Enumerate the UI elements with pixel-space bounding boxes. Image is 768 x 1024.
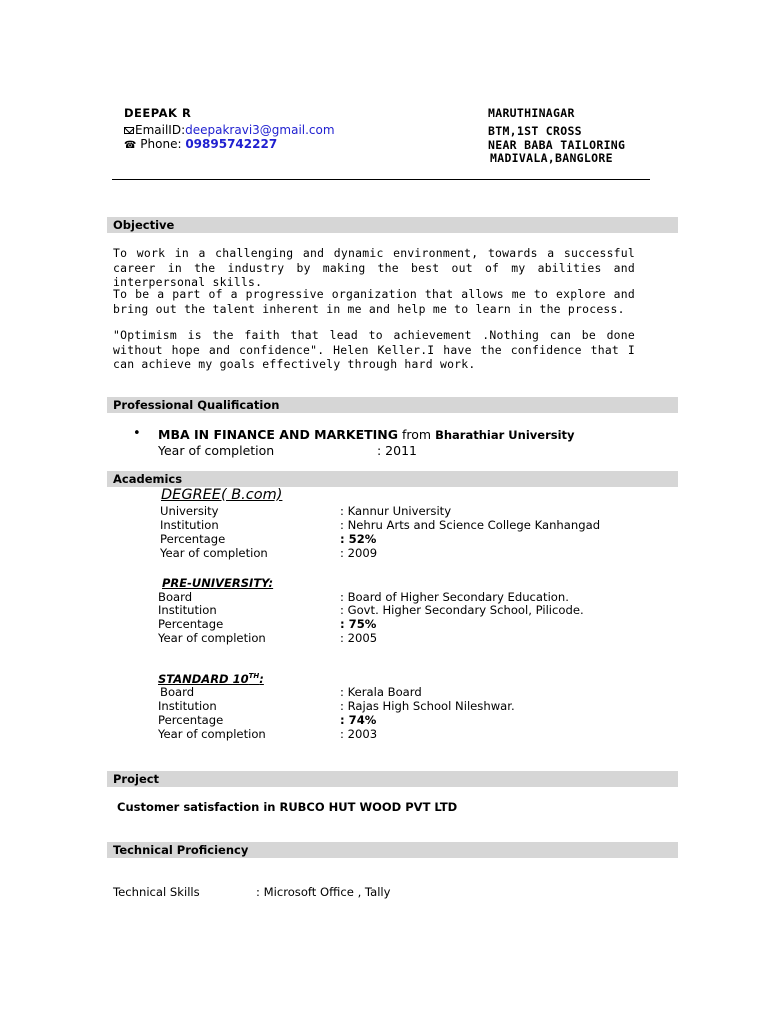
degree-percentage-label: Percentage (160, 532, 226, 546)
phone-icon: ☎ (124, 140, 137, 151)
envelope-icon (124, 127, 134, 134)
standard-10-superscript: TH (248, 672, 260, 681)
degree-year-label: Year of completion (160, 546, 268, 560)
pu-institution-value: : Govt. Higher Secondary School, Pilicode. (340, 603, 584, 617)
address-line-2: BTM,1ST CROSS (488, 124, 582, 138)
std10-percentage-label: Percentage (158, 713, 224, 727)
degree-university-label: University (160, 504, 219, 518)
candidate-name: DEEPAK R (124, 106, 192, 120)
qualification-year-value: : 2011 (377, 443, 417, 458)
objective-paragraph-2: To be a part of a progressive organization that allows me to explore and bring out the talent inherent in me and help me to learn in the process. (113, 287, 635, 316)
pu-board-value: : Board of Higher Secondary Education. (340, 590, 569, 604)
objective-paragraph-1: To work in a challenging and dynamic environment, towards a successful career in the industry by making the best out of my abilities and interpersonal skills. (113, 246, 635, 289)
degree-percentage-value: : 52% (340, 532, 377, 546)
pre-university-heading: PRE-UNIVERSITY: (162, 576, 274, 590)
address-line-3: NEAR BABA TAILORING (488, 138, 626, 152)
pu-year-label: Year of completion (158, 631, 266, 645)
pu-year-value: : 2005 (340, 631, 378, 645)
pu-percentage-value: : 75% (340, 617, 377, 631)
technical-skills-value: : Microsoft Office , Tally (256, 885, 391, 899)
std10-percentage-value: : 74% (340, 713, 377, 727)
project-title: Customer satisfaction in RUBCO HUT WOOD PVT LTD (117, 800, 458, 814)
section-academics: Academics (107, 471, 678, 487)
std10-institution-label: Institution (158, 699, 217, 713)
degree-institution-value: : Nehru Arts and Science College Kanhangad (340, 518, 601, 532)
std10-board-value: : Kerala Board (340, 685, 422, 699)
degree-university-value: : Kannur University (340, 504, 452, 518)
email-label: EmailID: (135, 123, 186, 137)
email-line (124, 123, 335, 137)
qualification-year-label: Year of completion (158, 443, 275, 458)
qualification-from: from (398, 427, 436, 442)
section-technical-proficiency: Technical Proficiency (107, 842, 678, 858)
degree-institution-label: Institution (160, 518, 219, 532)
bullet-icon: • (133, 426, 141, 441)
std10-board-label: Board (160, 685, 195, 699)
std10-year-label: Year of completion (158, 727, 266, 741)
pu-percentage-label: Percentage (158, 617, 224, 631)
qualification-line (158, 427, 575, 442)
header-rule (112, 179, 650, 180)
pu-board-label: Board (158, 590, 193, 604)
std10-institution-value: : Rajas High School Nileshwar. (340, 699, 515, 713)
phone-number: 09895742227 (185, 137, 278, 151)
degree-year-value: : 2009 (340, 546, 378, 560)
phone-line (124, 137, 277, 151)
email-link[interactable]: deepakravi3@gmail.com (185, 123, 335, 137)
technical-skills-label: Technical Skills (113, 885, 200, 899)
address-line-1: MARUTHINAGAR (488, 106, 575, 120)
std10-year-value: : 2003 (340, 727, 378, 741)
phone-label: Phone: (140, 137, 186, 151)
qualification-university: Bharathiar University (435, 428, 575, 442)
standard-10-heading: STANDARD 10TH: (158, 672, 264, 686)
objective-quote-paragraph: "Optimism is the faith that lead to achievement .Nothing can be done without hope and confidence". Helen Keller.I have the confidence that I can achieve my goals effectively through hard work. (113, 328, 635, 371)
address-line-4: MADIVALA,BANGLORE (490, 151, 613, 165)
section-professional-qualification: Professional Qualification (107, 397, 678, 413)
pu-institution-label: Institution (158, 603, 217, 617)
degree-heading: DEGREE( B.com) (161, 487, 283, 503)
section-objective: Objective (107, 217, 678, 233)
qualification-course: MBA IN FINANCE AND MARKETING (158, 427, 399, 442)
section-project: Project (107, 771, 678, 787)
